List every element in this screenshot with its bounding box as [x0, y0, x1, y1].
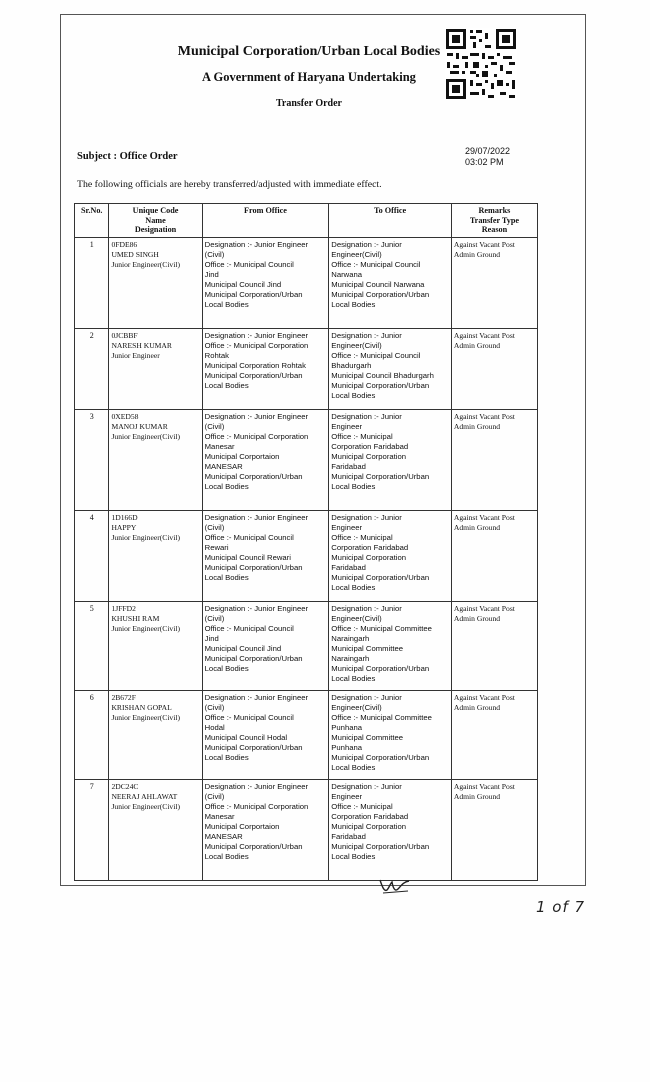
to-office-line: Municipal Corporation [331, 552, 407, 562]
remarks-line: Against Vacant Post [453, 411, 515, 421]
cell-sr-no: 6 [75, 690, 109, 779]
from-office-line: Office :- Municipal Council [204, 623, 294, 633]
employee-designation: Junior Engineer(Civil) [111, 712, 180, 722]
government-subtitle: A Government of Haryana Undertaking [202, 70, 416, 84]
from-office-line: Local Bodies [204, 481, 249, 491]
to-office-line: Municipal Council Bhadurgarh [331, 370, 434, 380]
from-office-line: Municipal Council Jind [204, 643, 282, 653]
from-office-line: Rewari [204, 542, 229, 552]
to-office-line: Local Bodies [331, 390, 376, 400]
employee-code: 1JFFD2 [111, 603, 136, 613]
to-office-line: Designation :- Junior [331, 692, 402, 702]
cell-code-name-designation [109, 409, 202, 510]
table-header-row [75, 204, 538, 238]
from-office-line: Local Bodies [204, 572, 249, 582]
from-office-line: Local Bodies [204, 299, 249, 309]
from-office-line: Hodal [204, 722, 225, 732]
to-office-line: Corporation Faridabad [331, 441, 409, 451]
from-office-line: Manesar [204, 441, 235, 451]
remarks-line: Against Vacant Post [453, 603, 515, 613]
cell-code-name-designation [109, 779, 202, 880]
to-office-line: Local Bodies [331, 481, 376, 491]
to-office-line: Designation :- Junior [331, 603, 402, 613]
cell-code-name-designation [109, 510, 202, 601]
to-office-line: Faridabad [331, 562, 366, 572]
cell-to-office [329, 779, 452, 880]
employee-designation: Junior Engineer(Civil) [111, 259, 180, 269]
cell-from-office [202, 409, 329, 510]
to-office-line: Office :- Municipal [331, 431, 393, 441]
cell-sr-no: 4 [75, 510, 109, 601]
to-office-line: Faridabad [331, 461, 366, 471]
table-row [75, 690, 538, 779]
remarks-line: Admin Ground [453, 702, 501, 712]
to-office-line: Naraingarh [331, 633, 370, 643]
from-office-line: Office :- Municipal Council [204, 532, 294, 542]
organization-title: Municipal Corporation/Urban Local Bodies [177, 44, 441, 59]
remarks-line: Against Vacant Post [453, 692, 515, 702]
remarks-line: Against Vacant Post [453, 781, 515, 791]
header-remarks-label: Remarks [478, 206, 511, 215]
to-office-line: Office :- Municipal Committee [331, 712, 432, 722]
cell-to-office [329, 510, 452, 601]
from-office-line: Local Bodies [204, 752, 249, 762]
to-office-line: Office :- Municipal [331, 532, 393, 542]
from-office-line: Municipal Corporation/Urban [204, 562, 303, 572]
from-office-line: (Civil) [204, 791, 225, 801]
to-office-line: Municipal Corporation/Urban [331, 471, 430, 481]
from-office-line: Office :- Municipal Council [204, 712, 294, 722]
table-row [75, 237, 538, 328]
employee-name: KRISHAN GOPAL [111, 702, 172, 712]
to-office-line: Engineer [331, 421, 363, 431]
header-code-label: Unique Code [132, 206, 179, 215]
to-office-line: Designation :- Junior [331, 512, 402, 522]
to-office-line: Designation :- Junior [331, 411, 402, 421]
remarks-line: Against Vacant Post [453, 512, 515, 522]
table-body [75, 237, 538, 880]
cell-remarks [451, 510, 537, 601]
from-office-line: (Civil) [204, 613, 225, 623]
from-office-line: Municipal Corporation/Urban [204, 653, 303, 663]
order-time: 03:02 PM [465, 157, 504, 167]
from-office-line: Municipal Corporation/Urban [204, 471, 303, 481]
cell-remarks [451, 409, 537, 510]
remarks-line: Against Vacant Post [453, 239, 515, 249]
to-office-line: Local Bodies [331, 673, 376, 683]
cell-remarks [451, 328, 537, 409]
to-office-line: Municipal Committee [331, 643, 404, 653]
table-row [75, 601, 538, 690]
cell-from-office [202, 779, 329, 880]
to-office-line: Engineer(Civil) [331, 702, 382, 712]
to-office-line: Faridabad [331, 831, 366, 841]
to-office-line: Designation :- Junior [331, 239, 402, 249]
employee-code: 0FDE86 [111, 239, 138, 249]
order-type: Transfer Order [275, 98, 342, 109]
to-office-line: Office :- Municipal Committee [331, 623, 432, 633]
to-office-line: Municipal Corporation [331, 451, 407, 461]
cell-from-office [202, 601, 329, 690]
date-time-block [465, 146, 510, 168]
to-office-line: Naraingarh [331, 653, 370, 663]
employee-name: KHUSHI RAM [111, 613, 160, 623]
from-office-line: Designation :- Junior Engineer [204, 411, 309, 421]
employee-designation: Junior Engineer(Civil) [111, 431, 180, 441]
employee-name: NARESH KUMAR [111, 340, 172, 350]
header-reason-label: Reason [481, 225, 508, 234]
cell-sr-no: 2 [75, 328, 109, 409]
from-office-line: Municipal Corporation Rohtak [204, 360, 306, 370]
cell-remarks [451, 601, 537, 690]
to-office-line: Punhana [331, 742, 363, 752]
to-office-line: Municipal Corporation/Urban [331, 752, 430, 762]
from-office-line: Local Bodies [204, 851, 249, 861]
from-office-line: MANESAR [204, 831, 243, 841]
remarks-line: Admin Ground [453, 791, 501, 801]
remarks-line: Admin Ground [453, 249, 501, 259]
cell-to-office [329, 237, 452, 328]
from-office-line: Municipal Corportaion [204, 451, 280, 461]
from-office-line: Designation :- Junior Engineer [204, 692, 309, 702]
from-office-line: Designation :- Junior Engineer [204, 603, 309, 613]
employee-name: HAPPY [111, 522, 137, 532]
from-office-line: (Civil) [204, 421, 225, 431]
header-transfer-type-label: Transfer Type [469, 215, 520, 225]
from-office-line: Designation :- Junior Engineer [204, 781, 309, 791]
to-office-line: Office :- Municipal [331, 801, 393, 811]
from-office-line: Designation :- Junior Engineer [204, 239, 309, 249]
remarks-line: Admin Ground [453, 522, 501, 532]
header-to-office: To Office [329, 204, 452, 238]
cell-from-office [202, 328, 329, 409]
employee-name: UMED SINGH [111, 249, 159, 259]
remarks-line: Admin Ground [453, 421, 501, 431]
to-office-line: Municipal Corporation/Urban [331, 841, 430, 851]
header-sr-no: Sr.No. [75, 204, 109, 238]
from-office-line: Designation :- Junior Engineer [204, 330, 309, 340]
to-office-line: Municipal Council Narwana [331, 279, 425, 289]
cell-to-office [329, 409, 452, 510]
cell-sr-no: 5 [75, 601, 109, 690]
signature-mark [378, 876, 412, 896]
to-office-line: Corporation Faridabad [331, 542, 409, 552]
cell-from-office [202, 237, 329, 328]
employee-designation: Junior Engineer [111, 350, 160, 360]
from-office-line: (Civil) [204, 702, 225, 712]
employee-designation: Junior Engineer(Civil) [111, 801, 180, 811]
employee-code: 0XED58 [111, 411, 139, 421]
from-office-line: Jind [204, 269, 219, 279]
from-office-line: Local Bodies [204, 380, 249, 390]
from-office-line: Municipal Corporation/Urban [204, 841, 303, 851]
from-office-line: Manesar [204, 811, 235, 821]
subject-line: Subject : Office Order [77, 151, 178, 162]
transfer-table [74, 203, 538, 881]
to-office-line: Narwana [331, 269, 363, 279]
header-designation-label: Designation [134, 225, 177, 234]
to-office-line: Engineer(Civil) [331, 340, 382, 350]
cell-to-office [329, 690, 452, 779]
header-code-name-designation [109, 204, 202, 238]
from-office-line: Office :- Municipal Corporation [204, 801, 309, 811]
from-office-line: Office :- Municipal Council [204, 259, 294, 269]
from-office-line: Office :- Municipal Corporation [204, 340, 309, 350]
cell-code-name-designation [109, 601, 202, 690]
table-row [75, 409, 538, 510]
to-office-line: Punhana [331, 722, 363, 732]
employee-code: 0JCBBF [111, 330, 138, 340]
cell-sr-no: 7 [75, 779, 109, 880]
to-office-line: Bhadurgarh [331, 360, 372, 370]
remarks-line: Admin Ground [453, 340, 501, 350]
employee-designation: Junior Engineer(Civil) [111, 532, 180, 542]
cell-remarks [451, 237, 537, 328]
intro-text: The following officials are hereby transferred/adjusted with immediate effect. [77, 179, 382, 190]
cell-to-office [329, 601, 452, 690]
to-office-line: Designation :- Junior [331, 781, 402, 791]
to-office-line: Local Bodies [331, 582, 376, 592]
from-office-line: Designation :- Junior Engineer [204, 512, 309, 522]
to-office-line: Local Bodies [331, 851, 376, 861]
cell-sr-no: 1 [75, 237, 109, 328]
from-office-line: (Civil) [204, 249, 225, 259]
to-office-line: Municipal Corporation/Urban [331, 572, 430, 582]
cell-code-name-designation [109, 328, 202, 409]
from-office-line: (Civil) [204, 522, 225, 532]
from-office-line: Local Bodies [204, 663, 249, 673]
from-office-line: Office :- Municipal Corporation [204, 431, 309, 441]
cell-code-name-designation [109, 690, 202, 779]
cell-from-office [202, 690, 329, 779]
header-name-label: Name [145, 215, 166, 225]
to-office-line: Municipal Corporation [331, 821, 407, 831]
from-office-line: Municipal Council Rewari [204, 552, 291, 562]
header-from-office: From Office [202, 204, 329, 238]
to-office-line: Office :- Municipal Council [331, 350, 421, 360]
employee-code: 2DC24C [111, 781, 139, 791]
to-office-line: Municipal Corporation/Urban [331, 289, 430, 299]
to-office-line: Municipal Corporation/Urban [331, 380, 430, 390]
to-office-line: Engineer(Civil) [331, 613, 382, 623]
to-office-line: Municipal Corporation/Urban [331, 663, 430, 673]
cell-remarks [451, 690, 537, 779]
from-office-line: Municipal Corporation/Urban [204, 370, 303, 380]
from-office-line: Municipal Corportaion [204, 821, 280, 831]
order-date: 29/07/2022 [465, 146, 511, 156]
from-office-line: Municipal Council Jind [204, 279, 282, 289]
employee-code: 2B672F [111, 692, 136, 702]
employee-code: 1D166D [111, 512, 138, 522]
employee-name: NEERAJ AHLAWAT [111, 791, 178, 801]
cell-sr-no: 3 [75, 409, 109, 510]
employee-name: MANOJ KUMAR [111, 421, 168, 431]
cell-to-office [329, 328, 452, 409]
to-office-line: Designation :- Junior [331, 330, 402, 340]
to-office-line: Engineer [331, 791, 363, 801]
header-remarks [451, 204, 537, 238]
cell-code-name-designation [109, 237, 202, 328]
remarks-line: Against Vacant Post [453, 330, 515, 340]
to-office-line: Municipal Committee [331, 732, 404, 742]
cell-remarks [451, 779, 537, 880]
from-office-line: Municipal Corporation/Urban [204, 742, 303, 752]
to-office-line: Local Bodies [331, 299, 376, 309]
to-office-line: Local Bodies [331, 762, 376, 772]
qr-code-icon [445, 28, 517, 100]
cell-from-office [202, 510, 329, 601]
from-office-line: Rohtak [204, 350, 229, 360]
from-office-line: Jind [204, 633, 219, 643]
to-office-line: Corporation Faridabad [331, 811, 409, 821]
employee-designation: Junior Engineer(Civil) [111, 623, 180, 633]
to-office-line: Engineer(Civil) [331, 249, 382, 259]
to-office-line: Office :- Municipal Council [331, 259, 421, 269]
table-row [75, 510, 538, 601]
to-office-line: Engineer [331, 522, 363, 532]
from-office-line: Municipal Council Hodal [204, 732, 288, 742]
table-row [75, 328, 538, 409]
table-row [75, 779, 538, 880]
remarks-line: Admin Ground [453, 613, 501, 623]
from-office-line: MANESAR [204, 461, 243, 471]
from-office-line: Municipal Corporation/Urban [204, 289, 303, 299]
page-count: 1 of 7 [536, 898, 586, 916]
